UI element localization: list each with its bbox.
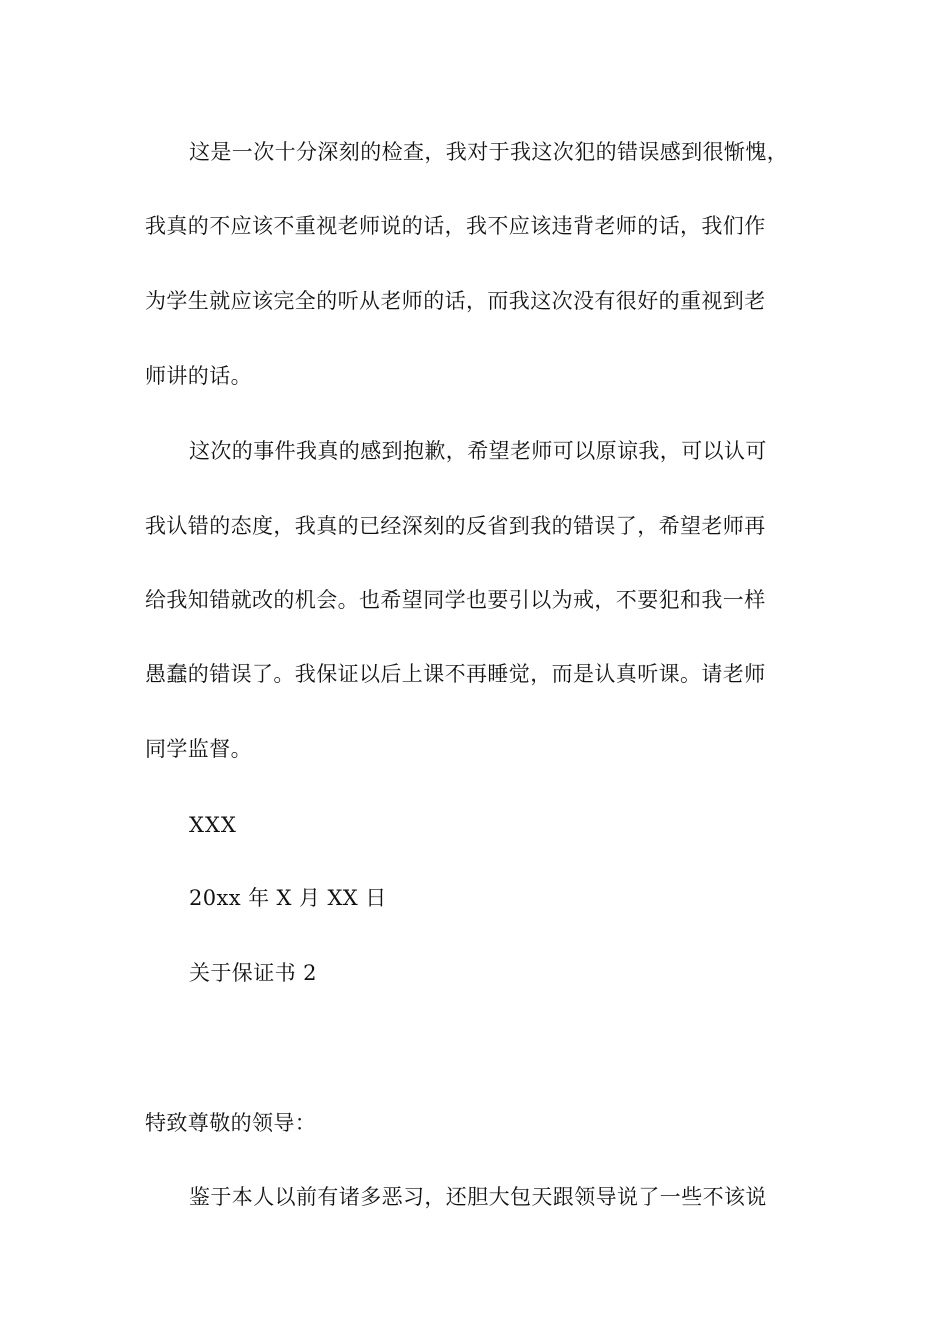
paragraph-2-line-4: 愚蠢的错误了。我保证以后上课不再睡觉，而是认真听课。请老师	[145, 662, 766, 686]
paragraph-1-line-1: 这是一次十分深刻的检查，我对于我这次犯的错误感到很惭愧，	[189, 140, 789, 164]
paragraph-2-line-1: 这次的事件我真的感到抱歉，希望老师可以原谅我，可以认可	[189, 439, 767, 463]
paragraph-3-line-1: 鉴于本人以前有诸多恶习，还胆大包天跟领导说了一些不该说	[189, 1185, 767, 1209]
signature: XXX	[189, 813, 237, 837]
date-line: 20xx 年 X 月 XX 日	[189, 886, 387, 910]
paragraph-2-line-3: 给我知错就改的机会。也希望同学也要引以为戒，不要犯和我一样	[145, 588, 766, 612]
salutation: 特致尊敬的领导：	[145, 1111, 317, 1135]
paragraph-1-line-3: 为学生就应该完全的听从老师的话，而我这次没有很好的重视到老	[145, 289, 766, 313]
section-title: 关于保证书 2	[189, 961, 317, 985]
paragraph-1-line-2: 我真的不应该不重视老师说的话，我不应该违背老师的话，我们作	[145, 214, 766, 238]
paragraph-2-line-2: 我认错的态度，我真的已经深刻的反省到我的错误了，希望老师再	[145, 514, 766, 538]
paragraph-1-line-4: 师讲的话。	[145, 364, 252, 388]
paragraph-2-line-5: 同学监督。	[145, 737, 252, 761]
